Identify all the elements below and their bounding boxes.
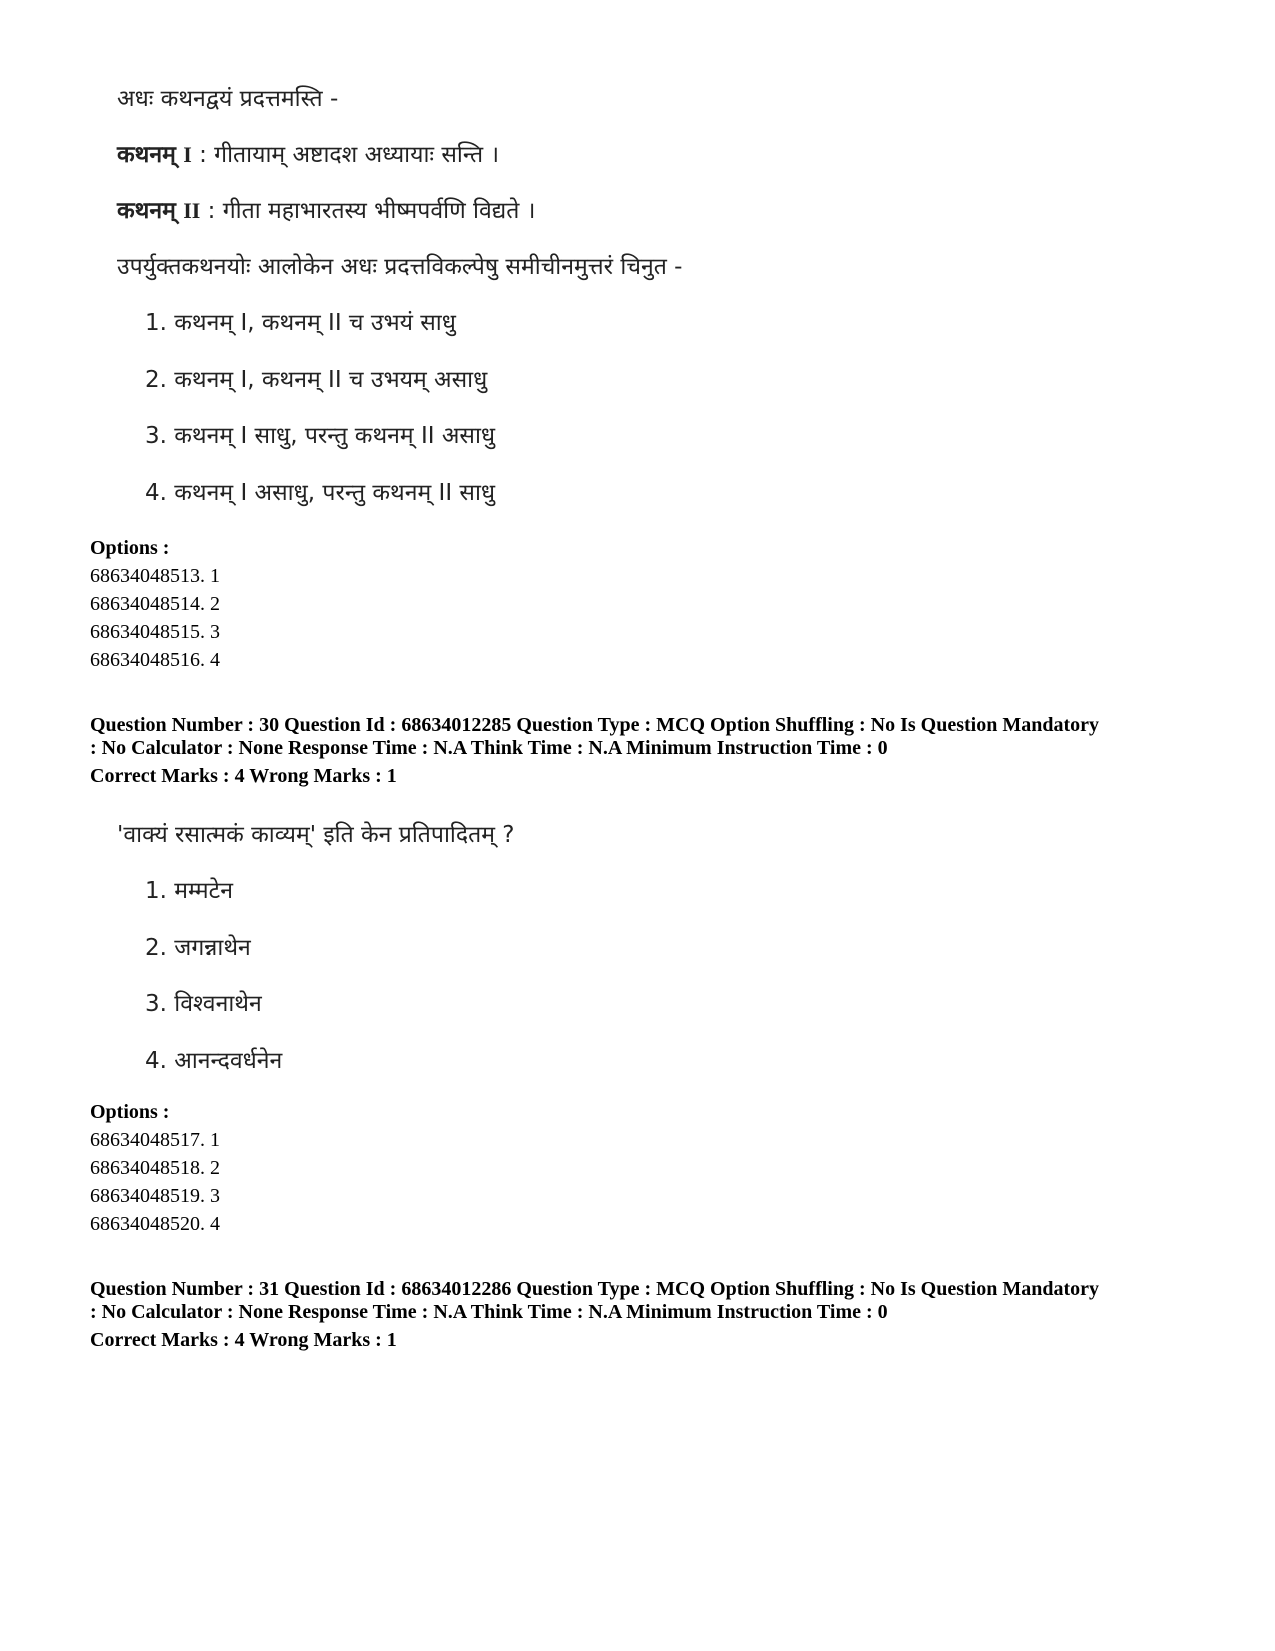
statement-2-text: : गीता महाभारतस्य भीष्मपर्वणि विद्यते । [207,198,536,224]
q29-choice-3: 3. कथनम् I साधु, परन्तु कथनम् II असाधु [145,423,496,449]
q29-choice-2: 2. कथनम् I, कथनम् II च उभयम् असाधु [145,367,488,393]
q30-question: 'वाक्यं रसात्मकं काव्यम्' इति केन प्रतिपादितम् ? [117,822,515,848]
q30-choice-2: 2. जगन्नाथेन [145,935,251,961]
q29-options-label: Options : [90,537,170,559]
q30-choice-4: 4. आनन्दवर्धनेन [145,1048,283,1074]
statement-1-label: कथनम् [117,142,176,168]
q29-choice-1: 1. कथनम् I, कथनम् II च उभयं साधु [145,310,456,336]
q30-marks: Correct Marks : 4 Wrong Marks : 1 [90,765,397,787]
statement-1-number: I [183,142,192,167]
option-id: 68634048513. 1 [90,565,220,587]
q30-options-label: Options : [90,1101,170,1123]
option-id: 68634048517. 1 [90,1129,220,1151]
option-id: 68634048515. 3 [90,621,220,643]
q31-meta-line-2: : No Calculator : None Response Time : N.A Think Time : N.A Minimum Instruction Time : 0 [90,1301,888,1323]
q29-intro: अधः कथनद्वयं प्रदत्तमस्ति - [117,86,339,112]
q30-meta-line-1: Question Number : 30 Question Id : 68634012285 Question Type : MCQ Option Shuffling : No Is Question Mandatory [90,714,1099,736]
q31-meta-line-1: Question Number : 31 Question Id : 68634012286 Question Type : MCQ Option Shuffling : No Is Question Mandatory [90,1278,1099,1300]
q30-options-list [90,1126,220,1238]
q29-choice-4: 4. कथनम् I असाधु, परन्तु कथनम् II साधु [145,480,496,506]
option-id: 68634048520. 4 [90,1213,220,1235]
q29-statement-2 [117,196,535,226]
statement-2-label: कथनम् [117,198,176,224]
q30-meta-line-2: : No Calculator : None Response Time : N.A Think Time : N.A Minimum Instruction Time : 0 [90,737,888,759]
option-id: 68634048519. 3 [90,1185,220,1207]
q29-options-list [90,562,220,674]
option-id: 68634048516. 4 [90,649,220,671]
q31-marks: Correct Marks : 4 Wrong Marks : 1 [90,1329,397,1351]
q29-instruction: उपर्युक्तकथनयोः आलोकेन अधः प्रदत्तविकल्पेषु समीचीनमुत्तरं चिनुत - [117,254,683,280]
q30-choice-3: 3. विश्वनाथेन [145,991,262,1017]
option-id: 68634048518. 2 [90,1157,220,1179]
q30-choice-1: 1. मम्मटेन [145,878,233,904]
option-id: 68634048514. 2 [90,593,220,615]
q29-statement-1 [117,140,499,170]
statement-2-number: II [183,198,201,223]
statement-1-text: : गीतायाम् अष्टादश अध्यायाः सन्ति । [199,142,500,168]
